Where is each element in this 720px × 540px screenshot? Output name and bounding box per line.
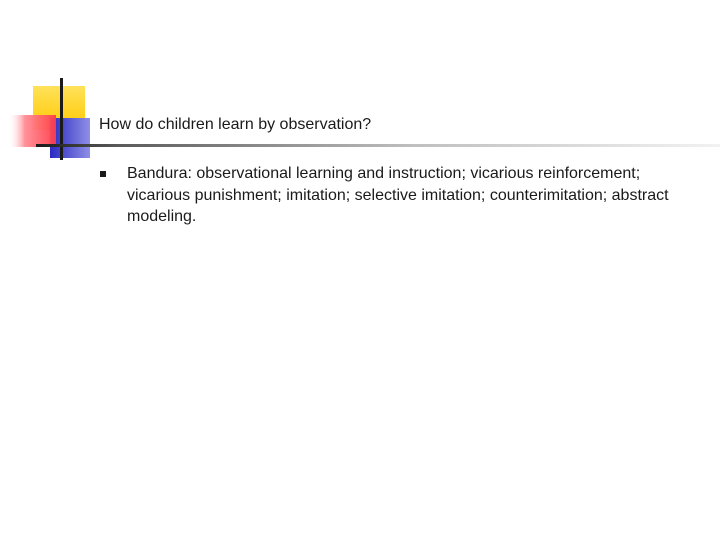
red-band [8,115,56,147]
bullet-text: Bandura: observational learning and instruction; vicarious reinforcement; vicarious punishment; imitation; selective imitation; counterimitation; abstract modeling. [127,165,669,225]
square-bullet-icon [100,171,106,177]
slide-title: How do children learn by observation? [99,116,372,133]
horizontal-rule [36,144,720,147]
vertical-rule [60,78,63,160]
bullet-list [100,163,680,228]
list-item [100,163,680,228]
